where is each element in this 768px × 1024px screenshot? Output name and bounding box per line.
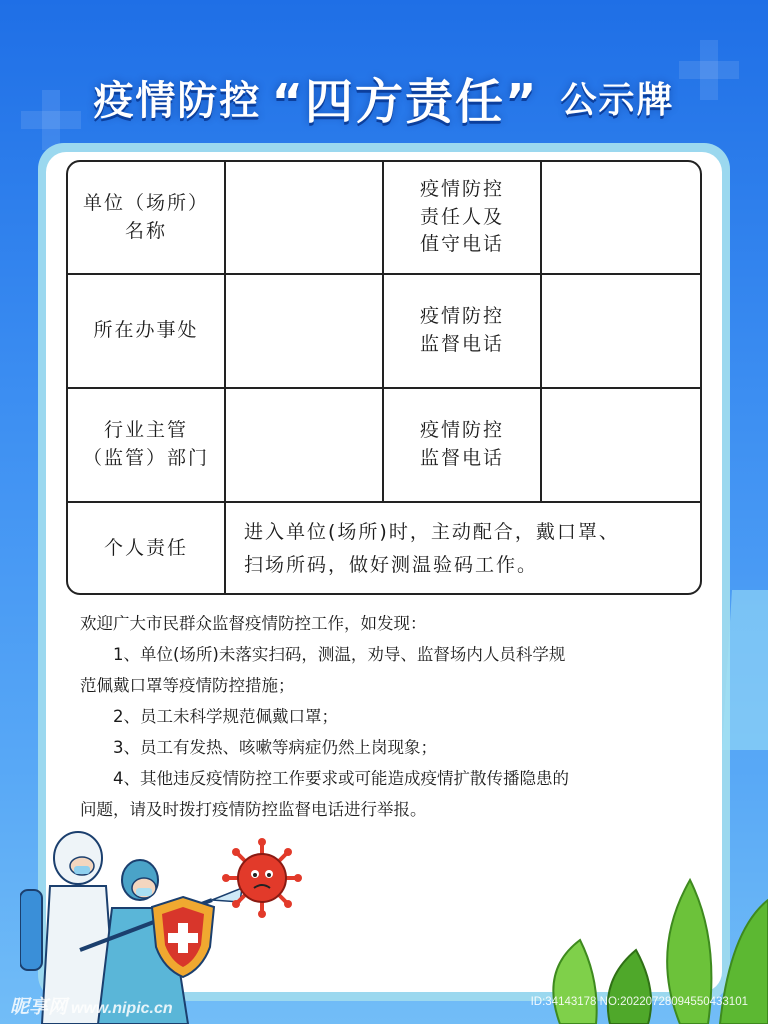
office-value: [226, 275, 384, 387]
notice-item: 3、员工有发热、咳嗽等病症仍然上岗现象；: [113, 738, 437, 757]
notice-item: 范佩戴口罩等疫情防控措施；: [80, 676, 295, 695]
personal-responsibility-label: 个人责任: [68, 503, 226, 595]
notice-item: 2、员工未科学规范佩戴口罩；: [113, 707, 338, 726]
industry-department-label: 行业主管 （监管）部门: [68, 389, 226, 501]
page-title: [0, 62, 768, 132]
table-row: [68, 389, 700, 503]
title-highlight: “四方责任”: [271, 73, 539, 130]
personal-responsibility-text: 进入单位(场所)时，主动配合，戴口罩、 扫场所码，做好测温验码工作。: [244, 520, 620, 576]
supervision-phone-label: 疫情防控 监督电话: [384, 275, 542, 387]
supervision-phone-value: [542, 275, 700, 387]
industry-department-value: [226, 389, 384, 501]
table-row: [68, 275, 700, 389]
virus-icon: [222, 838, 302, 918]
watermark-logo: 昵享网 www.nipic.cn: [10, 997, 173, 1018]
notice-item: 问题，请及时拨打疫情防控监督电话进行举报。: [80, 800, 427, 819]
watermark-id: ID:34143178 NO:20220728094550433101: [530, 996, 748, 1008]
title-prefix: 疫情防控: [93, 77, 262, 124]
responsibility-table: [66, 160, 702, 595]
shield-icon: [150, 895, 216, 979]
notice-text: [80, 608, 700, 825]
title-suffix: 公示牌: [560, 79, 675, 121]
table-row: [68, 162, 700, 275]
supervision-phone-value: [542, 389, 700, 501]
responsible-person-label: 疫情防控 责任人及 值守电话: [384, 162, 542, 273]
bg-arrow-decoration: [722, 590, 768, 750]
unit-name-label: 单位（场所） 名称: [68, 162, 226, 273]
notice-item: 4、其他违反疫情防控工作要求或可能造成疫情扩散传播隐患的: [113, 769, 569, 788]
notice-item: 1、单位(场所)未落实扫码，测温，劝导、监督场内人员科学规: [113, 645, 566, 664]
office-label: 所在办事处: [68, 275, 226, 387]
unit-name-value: [226, 162, 384, 273]
responsible-person-value: [542, 162, 700, 273]
table-row: [68, 503, 700, 595]
supervision-phone-label: 疫情防控 监督电话: [384, 389, 542, 501]
notice-intro: 欢迎广大市民群众监督疫情防控工作，如发现：: [80, 614, 427, 633]
